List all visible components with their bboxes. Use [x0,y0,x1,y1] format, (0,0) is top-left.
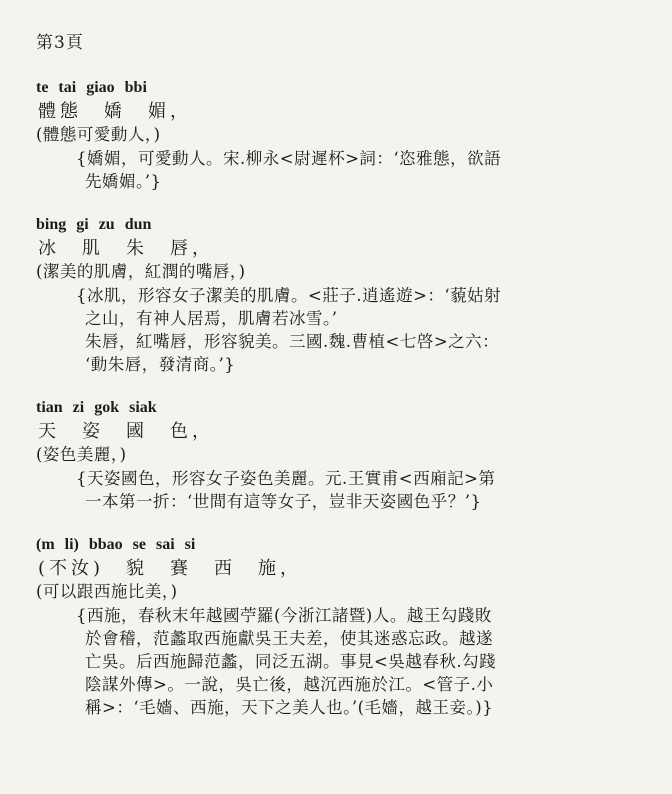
note-line: 一本第一折：‘世間有這等女子，豈非天姿國色乎？’} [85,492,482,511]
note-line: 稱>：‘毛嬙、西施，天下之美人也。’(毛嬙，越王妾。)} [85,698,494,717]
note-line: 亡吳。后西施歸范蠡，同泛五湖。事見<吳越春秋.勾踐 [85,652,497,671]
romanization-line: bing gi zu dun [36,216,152,233]
verse-entry [36,398,652,513]
hanzi-line: 天 姿 國 色， [38,421,214,442]
gloss-line: (體態可愛動人，) [36,125,161,144]
annotation-note [76,467,652,513]
verse-entry [36,78,652,193]
hanzi-line: (不汝) 貌 賽 西 施， [38,558,303,579]
verse-entry [36,215,652,376]
gloss-line: (潔美的肌膚，紅潤的嘴唇，) [36,262,246,281]
note-line: 陰謀外傳>。一說，吳亡後，越沉西施於江。<管子.小 [85,675,494,694]
annotation-note [76,147,652,193]
gloss-line: (姿色美麗，) [36,445,127,464]
page-number: 第3頁 [36,33,84,53]
hanzi-line: 體態 嬌 媚， [38,101,192,122]
note-line: 之山，有神人居焉，肌膚若冰雪。’ [85,309,338,328]
hanzi-line: 冰 肌 朱 唇， [38,238,214,259]
annotation-note [76,284,652,376]
note-line: {西施，春秋末年越國苧羅(今浙江諸暨)人。越王勾踐敗 [76,606,492,625]
note-line: {嬌媚，可愛動人。宋.柳永<尉遲杯>詞：‘恣雅態，欲語 [76,149,502,168]
annotation-note [76,604,652,719]
note-line: {冰肌，形容女子潔美的肌膚。<莊子.逍遙遊>：‘藐姑射 [76,286,502,305]
verse-entry [36,535,652,719]
note-line: 朱唇，紅嘴唇，形容貌美。三國.魏.曹植<七啓>之六： [85,332,500,351]
romanization-line: (m li) bbao se sai si [36,536,196,553]
note-line: 於會稽，范蠡取西施獻吳王夫差，使其迷惑忘政。越遂 [85,629,493,648]
note-line: ‘動朱唇，發清商。’} [85,355,236,374]
romanization-line: tian zi gok siak [36,399,157,416]
note-line: 先嬌媚。’} [85,172,162,191]
note-line: {天姿國色，形容女子姿色美麗。元.王實甫<西廂記>第 [76,469,496,488]
romanization-line: te tai giao bbi [36,79,147,96]
gloss-line: (可以跟西施比美，) [36,582,178,601]
